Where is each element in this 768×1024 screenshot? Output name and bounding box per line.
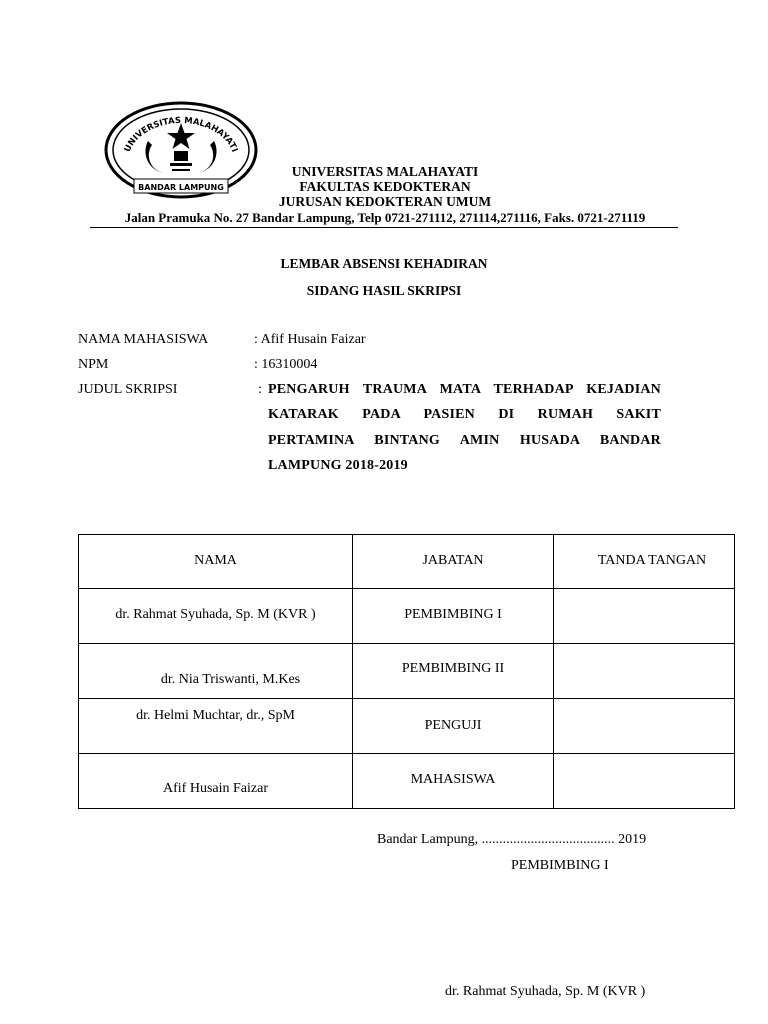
thesis-colon: : [258,382,262,397]
table-row [79,589,735,644]
role-cell [353,644,554,699]
row-role: PEMBIMBING II [401,661,505,676]
header-faculty: FAKULTAS KEDOKTERAN [299,179,471,194]
row-name: dr. Rahmat Syuhada, Sp. M (KVR ) [115,607,316,622]
signoff-role: PEMBIMBING I [511,858,609,873]
signature-cell[interactable] [554,754,735,809]
table-header-cell [79,535,353,589]
role-cell [353,589,554,644]
header-address: Jalan Pramuka No. 27 Bandar Lampung, Telp 0721-271112, 271114,271116, Faks. 0721-271119 [124,210,646,225]
thesis-title-line: LAMPUNG 2018-2019 [268,458,408,473]
thesis-title-line: KATARAK PADA PASIEN DI RUMAH SAKIT [268,407,661,422]
npm-value: : 16310004 [254,357,318,372]
attendance-table [78,534,735,809]
document-title: LEMBAR ABSENSI KEHADIRAN [280,256,488,271]
header-name: NAMA [194,553,237,568]
header-position: JABATAN [422,553,484,568]
row-name: dr. Nia Triswanti, M.Kes [160,672,301,687]
table-row [79,699,735,754]
row-role: PEMBIMBING I [404,607,502,622]
header-rule [90,227,678,228]
role-cell [353,754,554,809]
signature-cell[interactable] [554,644,735,699]
name-cell [79,644,353,699]
thesis-title-line: PERTAMINA BINTANG AMIN HUSADA BANDAR [268,433,661,448]
table-header-row [79,535,735,589]
name-cell [79,754,353,809]
row-name: dr. Helmi Muchtar, dr., SpM [136,708,295,723]
header-university: UNIVERSITAS MALAHAYATI [291,164,479,179]
thesis-title-line: PENGARUH TRAUMA MATA TERHADAP KEJADIAN [268,382,661,397]
table-row [79,754,735,809]
row-name: Afif Husain Faizar [163,781,268,796]
name-cell [79,589,353,644]
student-name-value: : Afif Husain Faizar [254,332,366,347]
student-name-label: NAMA MAHASISWA [78,332,209,347]
document-subtitle: SIDANG HASIL SKRIPSI [306,283,462,298]
header-department: JURUSAN KEDOKTERAN UMUM [278,194,492,209]
logo-top-text: UNIVERSITAS MALAHAYATI [122,115,240,154]
npm-label: NPM [78,357,109,372]
name-cell [79,699,353,754]
table-header-cell [554,535,735,589]
table-header-cell [353,535,554,589]
thesis-label: JUDUL SKRIPSI [78,382,178,397]
signer-name: dr. Rahmat Syuhada, Sp. M (KVR ) [445,984,646,999]
logo-bottom-text: BANDAR LAMPUNG [138,183,224,192]
row-role: MAHASISWA [410,772,496,787]
table-row [79,644,735,699]
signature-cell[interactable] [554,589,735,644]
place-date: Bandar Lampung, ...................................... 2019 [377,832,647,847]
row-role: PENGUJI [424,718,482,733]
signature-cell[interactable] [554,699,735,754]
header-signature: TANDA TANGAN [597,553,707,568]
role-cell [353,699,554,754]
